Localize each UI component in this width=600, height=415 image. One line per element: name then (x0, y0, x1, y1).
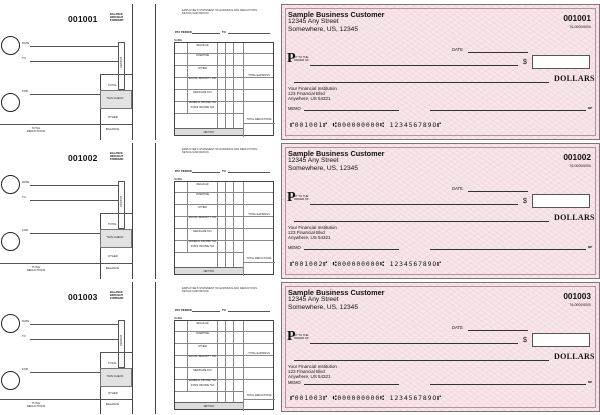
other-label: OTHER (198, 345, 207, 348)
micr-line: ⑈001001⑈ ⑆000000000⑆ 123456789O⑈ (290, 121, 442, 129)
business-name: Sample Business Customer (288, 149, 385, 158)
stub-check-number: 001001 (68, 14, 98, 24)
business-name: Sample Business Customer (288, 288, 385, 297)
total-deductions-label: TOTAL DEDUCTIONS (246, 257, 272, 260)
business-address-line1: 12345 Any Street (288, 157, 339, 164)
bank-info (288, 364, 337, 379)
earnings-grid (174, 42, 274, 136)
business-address (288, 157, 358, 173)
stub-for-label: FOR (22, 89, 28, 93)
written-amount-line (294, 221, 549, 222)
regular-label: REGULAR (196, 183, 209, 186)
earnings-heading: EMPLOYEE'S STATEMENT OF EARNINGS AND DEDUCTIONS. DETACH AND RETAIN (182, 148, 258, 155)
state-income-tax-label: STATE INCOME TAX (190, 106, 215, 109)
earnings-heading: EMPLOYEE'S STATEMENT OF EARNINGS AND DEDUCTIONS. DETACH AND RETAIN (182, 287, 258, 294)
pay-to-initial: P (287, 51, 296, 66)
stub-divider (132, 143, 133, 279)
bank-info (288, 86, 337, 101)
stub-for-label: FOR (22, 367, 28, 371)
memo-line (304, 110, 399, 111)
bank-address-line2: Anywhere, US 54321 (288, 374, 331, 379)
total-deductions-label: TOTAL DEDUCTIONS (246, 394, 272, 397)
stub-other-label: OTHER (108, 391, 118, 395)
dollars-label: DOLLARS (554, 213, 595, 222)
amount-box (532, 333, 590, 347)
stub-deposit-label: DEPOSIT (120, 335, 123, 346)
employee-name-label: NAME (174, 38, 183, 42)
stub-other-label: OTHER (108, 254, 118, 258)
bank-address-line2: Anywhere, US 54321 (288, 235, 331, 240)
memo-line (304, 384, 399, 385)
stub-total-label: TOTAL (108, 83, 117, 87)
pay-to-label: AY TO THE ORDER OF (294, 194, 309, 202)
check-stub (0, 143, 165, 279)
written-amount-line (294, 82, 549, 83)
overtime-label: OVERTIME (195, 332, 209, 335)
overtime-label: OVERTIME (195, 193, 209, 196)
dollars-label: DOLLARS (554, 74, 595, 83)
bank-address-line2: Anywhere, US 54321 (288, 96, 331, 101)
pay-period-line (192, 172, 220, 173)
social-security-label: SOCIAL SECURITY TAX (188, 216, 217, 219)
business-address-line2: Somewhere, US, 12345 (288, 165, 359, 172)
stub-balance-label: BALANCE (106, 402, 120, 406)
stub-other-label: OTHER (108, 115, 118, 119)
earnings-statement (168, 143, 278, 279)
stub-rule (100, 352, 132, 353)
routing-fraction: 76-0000/0000 (569, 303, 591, 307)
regular-label: REGULAR (196, 322, 209, 325)
routing-fraction: 76-0000/0000 (569, 25, 591, 29)
binder-hole (1, 314, 20, 333)
business-address-line2: Somewhere, US, 12345 (288, 304, 359, 311)
stub-rule (100, 74, 132, 75)
stub-total-label: TOTAL (108, 361, 117, 365)
earnings-statement (168, 282, 278, 415)
stub-divider (132, 282, 133, 414)
stub-this-check-label: THIS CHECK (106, 235, 124, 239)
amount-box (532, 194, 590, 208)
pay-to-initial: P (287, 190, 296, 205)
medicare-label: MEDICARE TAX (193, 230, 212, 233)
stub-to-label: TO (22, 195, 26, 199)
social-security-label: SOCIAL SECURITY TAX (188, 355, 217, 358)
regular-label: REGULAR (196, 44, 209, 47)
bank-name: Your Financial Institution (288, 86, 337, 91)
binder-hole (1, 371, 20, 390)
stub-date-line (30, 324, 118, 325)
earnings-grid (174, 181, 274, 275)
pay-period-to-line (228, 33, 270, 34)
bank-info (288, 225, 337, 240)
stub-to-label: TO (22, 334, 26, 338)
total-earnings-label: TOTAL EARNINGS (248, 213, 270, 216)
pay-to-initial: P (287, 329, 296, 344)
check-set-3 (0, 282, 600, 415)
written-amount-line (294, 360, 549, 361)
net-pay-label: NET PAY (175, 267, 243, 274)
check-set-2 (0, 143, 600, 279)
employee-name-label: NAME (174, 316, 183, 320)
stub-to-line (30, 61, 118, 62)
date-line (468, 191, 528, 192)
earnings-statement (168, 4, 278, 140)
stub-this-check-label: THIS CHECK (106, 96, 124, 100)
check-set-1 (0, 4, 600, 140)
federal-income-tax-label: FEDERAL INCOME TAX (188, 379, 217, 382)
social-security-label: SOCIAL SECURITY TAX (188, 77, 217, 80)
date-line (468, 330, 528, 331)
routing-fraction: 76-0000/0000 (569, 164, 591, 168)
federal-income-tax-label: FEDERAL INCOME TAX (188, 101, 217, 104)
other-label: OTHER (198, 206, 207, 209)
micr-line: ⑈001002⑈ ⑆000000000⑆ 123456789O⑈ (290, 260, 442, 268)
bank-address-line1: 123 Financial Blvd (288, 91, 325, 96)
stub-divider (155, 282, 156, 414)
overtime-label: OVERTIME (195, 54, 209, 57)
business-address-line1: 12345 Any Street (288, 18, 339, 25)
employee-name-label: NAME (174, 177, 183, 181)
stub-total-deductions-label: TOTAL DEDUCTIONS (26, 265, 46, 273)
binder-hole (1, 175, 20, 194)
bank-address-line1: 123 Financial Blvd (288, 369, 325, 374)
stub-deposit-box (118, 181, 125, 229)
stub-deposit-box (118, 320, 125, 368)
date-label: DATE (452, 47, 463, 52)
total-earnings-label: TOTAL EARNINGS (248, 352, 270, 355)
net-pay-label: NET PAY (175, 128, 243, 135)
check-number: 001003 (563, 291, 591, 301)
stub-date-line (30, 46, 118, 47)
stub-total-deductions-label: TOTAL DEDUCTIONS (26, 126, 46, 134)
signature-line (430, 110, 586, 111)
micr-line: ⑈001003⑈ ⑆000000000⑆ 123456789O⑈ (290, 394, 442, 402)
check (281, 4, 600, 140)
stub-to-line (30, 339, 118, 340)
dollars-label: DOLLARS (554, 352, 595, 361)
signature-line (430, 384, 586, 385)
bank-name: Your Financial Institution (288, 364, 337, 369)
business-address (288, 296, 358, 312)
stub-to-line (30, 200, 118, 201)
federal-income-tax-label: FEDERAL INCOME TAX (188, 240, 217, 243)
pay-period-label: PAY PERIOD (175, 308, 192, 312)
state-income-tax-label: STATE INCOME TAX (190, 384, 215, 387)
medicare-label: MEDICARE TAX (193, 369, 212, 372)
stub-deposit-label: DEPOSIT (120, 196, 123, 207)
stub-rule (0, 124, 132, 125)
check-number: 001002 (563, 152, 591, 162)
stub-balance-forward-label: BALANCE BROUGHT FORWARD (110, 291, 124, 301)
stub-date-label: DATE (22, 180, 30, 184)
medicare-label: MEDICARE TAX (193, 91, 212, 94)
date-label: DATE (452, 186, 463, 191)
dollar-sign: $ (523, 59, 527, 66)
payee-line (310, 65, 518, 66)
pay-period-to-label: TO (222, 169, 226, 173)
pay-period-to-line (228, 172, 270, 173)
amount-box (532, 55, 590, 69)
binder-hole (1, 36, 20, 55)
stub-date-label: DATE (22, 41, 30, 45)
earnings-grid (174, 320, 274, 410)
stub-rule (0, 263, 132, 264)
dollar-sign: $ (523, 337, 527, 344)
stub-deposit-label: DEPOSIT (120, 57, 123, 68)
memo-label: MEMO (288, 245, 301, 250)
dollar-sign: $ (523, 198, 527, 205)
stub-balance-label: BALANCE (106, 127, 120, 131)
pay-period-to-line (228, 311, 270, 312)
net-pay-label: NET PAY (175, 402, 243, 409)
business-address-line1: 12345 Any Street (288, 296, 339, 303)
stub-check-number: 001002 (68, 153, 98, 163)
stub-deposit-box (118, 42, 125, 90)
pay-period-line (192, 311, 220, 312)
state-income-tax-label: STATE INCOME TAX (190, 245, 215, 248)
mp-security-label: MP (588, 106, 593, 110)
stub-rule (0, 399, 132, 400)
stub-check-number: 001003 (68, 292, 98, 302)
business-address (288, 18, 358, 34)
bank-address-line1: 123 Financial Blvd (288, 230, 325, 235)
memo-label: MEMO (288, 106, 301, 111)
stub-total-deductions-label: TOTAL DEDUCTIONS (26, 401, 46, 409)
bank-name: Your Financial Institution (288, 225, 337, 230)
stub-rule (100, 213, 132, 214)
memo-label: MEMO (288, 380, 301, 385)
stub-divider (132, 4, 133, 140)
other-label: OTHER (198, 67, 207, 70)
check (281, 143, 600, 279)
stub-balance-label: BALANCE (106, 266, 120, 270)
check-number: 001001 (563, 13, 591, 23)
pay-to-label: AY TO THE ORDER OF (294, 333, 309, 341)
payee-line (310, 204, 518, 205)
binder-hole (1, 232, 20, 251)
binder-hole (1, 93, 20, 112)
pay-to-label: AY TO THE ORDER OF (294, 55, 309, 63)
stub-date-line (30, 185, 118, 186)
signature-line (430, 249, 586, 250)
stub-balance-forward-label: BALANCE BROUGHT FORWARD (110, 152, 124, 162)
date-line (468, 52, 528, 53)
pay-period-label: PAY PERIOD (175, 169, 192, 173)
mp-security-label: MP (588, 380, 593, 384)
memo-line (304, 249, 399, 250)
check-stub (0, 282, 165, 415)
stub-to-label: TO (22, 56, 26, 60)
payee-line (310, 343, 518, 344)
earnings-heading: EMPLOYEE'S STATEMENT OF EARNINGS AND DEDUCTIONS. DETACH AND RETAIN (182, 9, 258, 16)
pay-period-line (192, 33, 220, 34)
pay-period-to-label: TO (222, 30, 226, 34)
stub-this-check-label: THIS CHECK (106, 374, 124, 378)
check (281, 282, 600, 412)
total-deductions-label: TOTAL DEDUCTIONS (246, 118, 272, 121)
stub-total-label: TOTAL (108, 222, 117, 226)
stub-divider (155, 4, 156, 140)
business-address-line2: Somewhere, US, 12345 (288, 26, 359, 33)
pay-period-label: PAY PERIOD (175, 30, 192, 34)
stub-balance-forward-label: BALANCE BROUGHT FORWARD (110, 13, 124, 23)
mp-security-label: MP (588, 245, 593, 249)
date-label: DATE (452, 325, 463, 330)
stub-for-label: FOR (22, 228, 28, 232)
check-stub (0, 4, 165, 140)
total-earnings-label: TOTAL EARNINGS (248, 74, 270, 77)
stub-date-label: DATE (22, 319, 30, 323)
business-name: Sample Business Customer (288, 10, 385, 19)
pay-period-to-label: TO (222, 308, 226, 312)
stub-divider (155, 143, 156, 279)
